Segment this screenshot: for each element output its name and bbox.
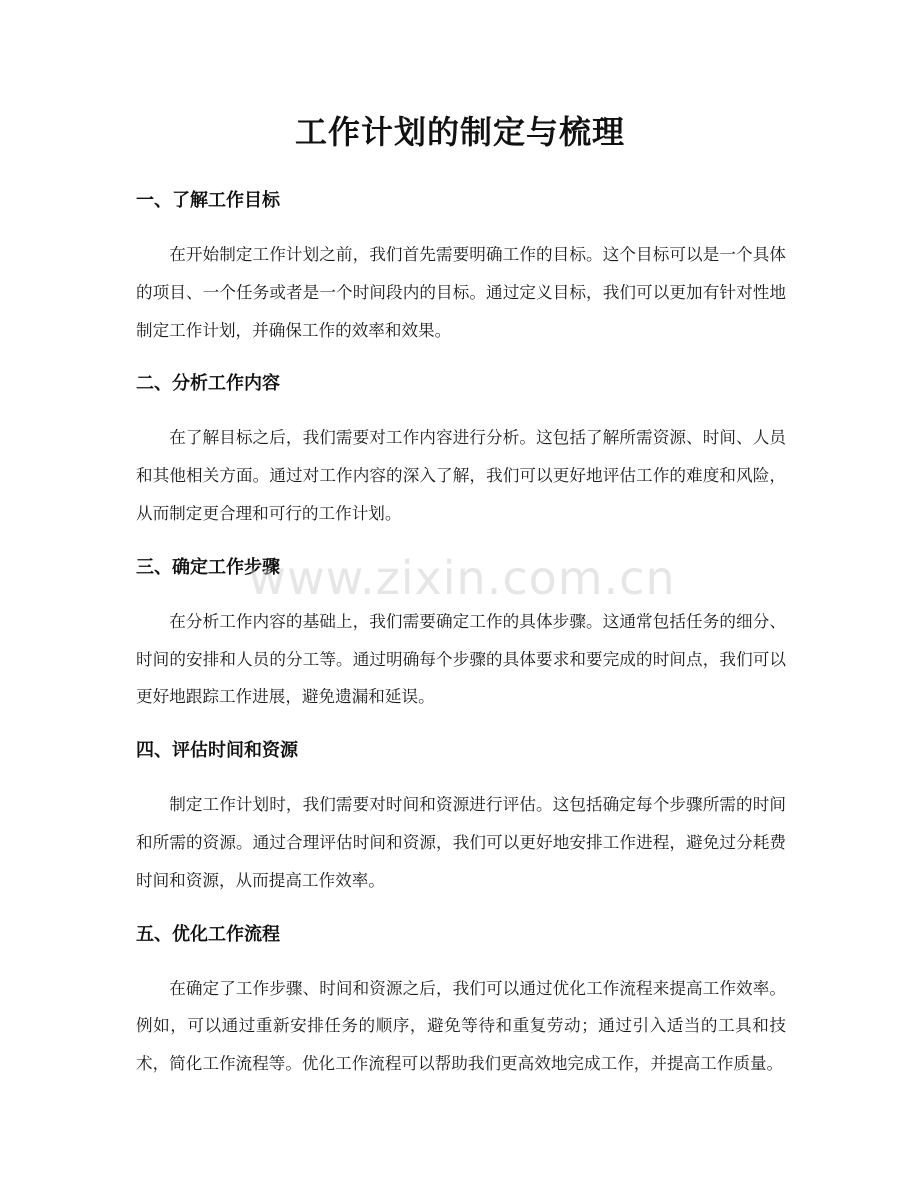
document-content bbox=[136, 186, 786, 1103]
section-evaluate-resources bbox=[136, 736, 786, 899]
section-optimize-workflow bbox=[136, 920, 786, 1083]
section-heading: 一、了解工作目标 bbox=[136, 190, 280, 211]
section-paragraph: 制定工作计划时，我们需要对时间和资源进行评估。这包括确定每个步骤所需的时间和所需的资源。通过合理评估时间和资源，我们可以更好地安排工作进程，避免过分耗费时间和资源，从而提高工作效率。 bbox=[136, 795, 786, 890]
section-paragraph: 在分析工作内容的基础上，我们需要确定工作的具体步骤。这通常包括任务的细分、时间的安排和人员的分工等。通过明确每个步骤的具体要求和要完成的时间点，我们可以更好地跟踪工作进展，避免遗漏和延误。 bbox=[136, 611, 786, 707]
section-paragraph: 在确定了工作步骤、时间和资源之后，我们可以通过优化工作流程来提高工作效率。例如，可以通过重新安排任务的顺序，避免等待和重复劳动；通过引入适当的工具和技术，简化工作流程等。优化工作流程可以帮助我们更高效地完成工作，并提高工作质量。 bbox=[136, 978, 786, 1074]
section-paragraph: 在开始制定工作计划之前，我们首先需要明确工作的目标。这个目标可以是一个具体的项目、一个任务或者是一个时间段内的目标。通过定义目标，我们可以更加有针对性地制定工作计划，并确保工作的效率和效果。 bbox=[136, 245, 786, 340]
section-analyze-content bbox=[136, 369, 786, 532]
section-heading: 五、优化工作流程 bbox=[136, 923, 280, 945]
section-heading: 四、评估时间和资源 bbox=[136, 740, 298, 762]
section-define-steps bbox=[136, 553, 786, 716]
section-heading: 二、分析工作内容 bbox=[136, 373, 280, 395]
watermark: www.zixin.com.cn bbox=[248, 551, 676, 605]
section-heading: 三、确定工作步骤 bbox=[136, 556, 280, 578]
page-title: 工作计划的制定与梳理 bbox=[294, 113, 625, 151]
section-paragraph: 在了解目标之后，我们需要对工作内容进行分析。这包括了解所需资源、时间、人员和其他相关方面。通过对工作内容的深入了解，我们可以更好地评估工作的难度和风险，从而制定更合理和可行的工作计划。 bbox=[136, 428, 786, 523]
section-understand-goals bbox=[136, 186, 786, 349]
